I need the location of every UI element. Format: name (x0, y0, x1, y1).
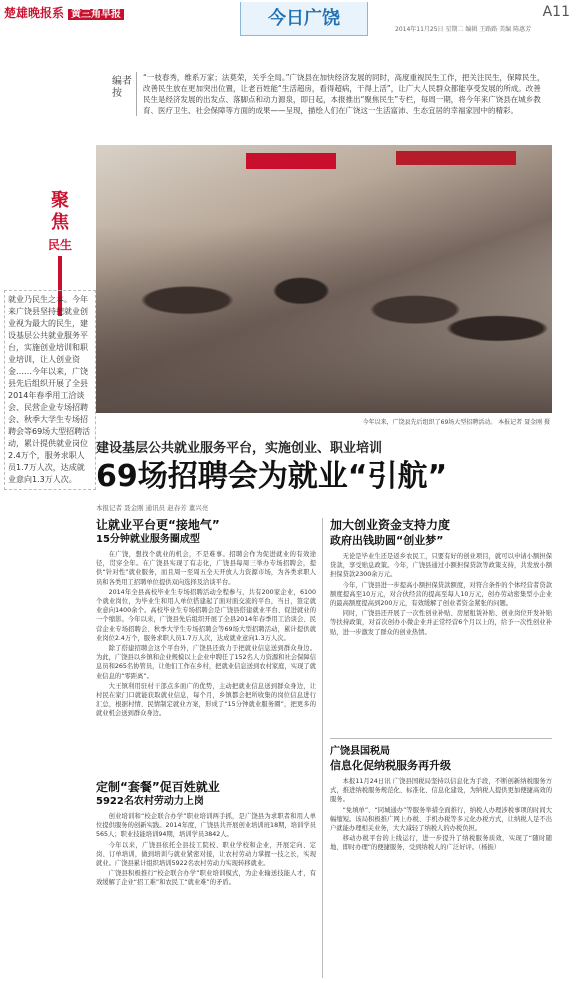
section-subheading: 政府出钱助圆“创业梦” (330, 534, 444, 547)
newspaper-logo: 楚雄晚报系 黄三角早报 (4, 4, 124, 21)
paragraph: 移动办税平台的上线运行，进一步提升了纳税服务质效，实现了“随时随地、即时办理”的便捷服务，受到纳税人的广泛好评。（杨振） (330, 835, 552, 852)
headline-title: 69场招聘会为就业“引航” (96, 459, 448, 494)
section-body (330, 777, 552, 967)
paragraph: 今年以来，广饶县依托全县技工院校、职业学校和企业，开展定向、定岗、订单培训，做到培训与就业紧密对接，让农村劳动力掌握一技之长，实现就业。广饶县累计组织培训5922名农村劳动力实现转移就业。 (96, 841, 316, 868)
page-title: 今日广饶 (240, 2, 368, 36)
section-heading: 广饶县国税局 (330, 746, 390, 757)
paragraph: 创业培训和“校企联合办学”职业培训两手抓，是广饶县为求职者和用人单位提供服务的创新实践。2014年度，广饶县共开展创业培训班18期，培训学员565人；职业技能培训94期，培训学员3842人。 (96, 813, 316, 839)
section-platform (96, 518, 316, 782)
section-heading: 让就业平台更“接地气” (96, 518, 220, 532)
paragraph: 今年，广饶县进一步提高小额担保贷款额度，对符合条件的个体经营者贷款额度提高至10万元，对合伙经营的提高至每人10万元，创办劳动密集型小企业的最高额度提高到200万元，有效缓解了创业者资金紧张的问题。 (330, 581, 552, 608)
paragraph: “免填单”、“同城通办”等服务举措全面推行，纳税人办理涉税事项的时间大幅缩短。该局积极推广网上办税、手机办税等多元化办税方式，让纳税人足不出户就能办理相关业务，大大减轻了纳税人的办税负担。 (330, 806, 552, 833)
photo-crowd (96, 225, 552, 413)
section-body (96, 812, 316, 972)
section-heading: 定制“套餐”促百姓就业 (96, 780, 220, 794)
paragraph: 同时，广饶县还开展了一次性创业补贴、房屋租赁补贴、创业岗位开发补贴等扶持政策，对首次创办小微企业并正常经营6个月以上的，给予一次性创业补贴，进一步激发了群众的创业热情。 (330, 610, 552, 636)
column-tag-char: 聚 (51, 190, 69, 211)
paragraph: 2014年全县高校毕业生专场招聘活动全程参与，共有200家企业，6100个就业岗位，为毕业生和用人单位搭建起了面对面交流的平台，当日，签定就业意向1400余个。高校毕业生专场招聘会是广饶县搭建就业平台、促进就业的一个缩影。今年以来，广饶县先后组织开展了全县2014年春季用工洽谈会、民营企业专场招聘会、秋季大学生专场招聘会等69场大型招聘活动，累计提供就业岗位2.4万个，服务求职人员1.7万人次，达成就业意向1.3万人次。 (96, 588, 316, 642)
page-meta: 2014年11月25日 星期二 编辑 王路路 美编 陈惠芳 (395, 26, 532, 33)
byline: 本报记者 聂金刚 通讯员 赵春芳 董兴亮 (96, 504, 209, 512)
section-heading: 加大创业资金支持力度 (330, 518, 451, 532)
column-divider (322, 518, 323, 978)
news-photo (96, 145, 552, 413)
section-subheading: 信息化促纳税服务再升级 (330, 759, 451, 772)
paragraph: 本报11月24日讯 广饶县国税局坚持以信息化为手段，不断创新纳税服务方式，推进纳税服务规范化、标准化、信息化建设，为纳税人提供更加便捷高效的服务。 (330, 778, 552, 804)
masthead-badge: 黄三角早报 (68, 9, 124, 20)
masthead (0, 0, 580, 36)
column-tag-char: 民生 (47, 238, 72, 252)
page-number: A11 (542, 4, 570, 20)
section-training (96, 780, 316, 972)
section-tax-bureau (330, 745, 552, 967)
editor-note: “一枝春秀，维系万家；法莫荣，关乎全局。”广饶县在加快经济发展的同时，高度重视民生工作，把关注民生，保障民生，改善民生放在更加突出位置，让老百姓能“生活超房，看得超病，干得上活”，让广大人民群众都能享受发展的所成。改善民生是经济发展的出发点、落脚点和动力源泉，即日起，本报推出“聚焦民生”专栏，每周一期，将今年来广饶县在城乡教育、医疗卫生、社会保障等方面的成果——呈现，描绘人们在广饶这一生活富沛、生态宜居的幸福家园中的精彩。 (136, 72, 546, 116)
section-startup-funding (330, 518, 552, 752)
section-body (96, 550, 316, 782)
editor-note-label: 编者按 (112, 76, 132, 99)
side-summary: 就业乃民生之本。今年来广饶县坚持把就业创业视为最大的民生，建设基层公共就业服务平台，实施创业培训和职业培训，让人创业资金……今年以来，广饶县先后组织开展了全县2014年春季用工洽谈会、民营企业专场招聘会、秋季大学生专场招聘会等69场大型招聘活动，累计提供就业岗位2.4万个，服务求职人员1.7万人次，达成就业意向1.3万人次。 (4, 290, 96, 490)
photo-caption: 今年以来，广饶县先后组织了69场大型招聘活动。 本报记者 聂金刚 摄 (362, 419, 550, 426)
headline-subtitle: 建设基层公共就业服务平台，实施创业、职业培训 (96, 441, 383, 456)
photo-banner (396, 151, 516, 165)
paragraph: 无论是毕业生还是返乡农民工，只要有好的创业项目，就可以申请小额担保贷款，享受贴息政策。今年，广饶县通过小额担保贷款等政策支持，共发放小额担保贷款2300余万元。 (330, 553, 552, 579)
paragraph: 广饶县积极推行“校企联合办学”职业培训模式，为企业输送技能人才，有效缓解了企业“招工难”和农民工“就业难”的矛盾。 (96, 870, 316, 887)
column-tag-char: 焦 (51, 212, 69, 233)
section-subheading: 5922名农村劳动力上岗 (96, 796, 204, 807)
section-subheading: 15分钟就业服务圈成型 (96, 534, 200, 545)
section-divider (330, 738, 552, 739)
paragraph: 在广饶，想找个就业的机会，不是难事。招聘会作为促进就业的有效途径，贯穿全年。在广饶县实现了有志化，广饶县每周三举办专场招聘会，提供“针对性”就业服务，而且周一至周五全天开放人力资源市场，为各类求职人员和各类用工招聘单位提供双向选择及洽谈平台。 (96, 551, 316, 586)
section-body (330, 552, 552, 752)
paragraph: 除了搭建招聘会这个平台外，广饶县还致力于把就业信息送到群众身边。为此，广饶县以乡镇和企业规模以上企业中聘任了152名人力资源和社会保障信息员和265名协管员，让他们工作在乡村，把就业信息送到农村家庭，实现了就业信息的“零距离”。 (96, 645, 316, 680)
photo-banner (246, 153, 336, 169)
paragraph: 大王镇利用驻村干部点多面广的优势，主动把就业信息送到群众身边，让村民在家门口就能获取就业信息，每个月，乡镇都会把所收集的岗位信息进行汇总，根据村情、民情制定就业方案，形成了“15分钟就业服务圈”，把更多的就业机会送到群众身边。 (96, 682, 316, 718)
